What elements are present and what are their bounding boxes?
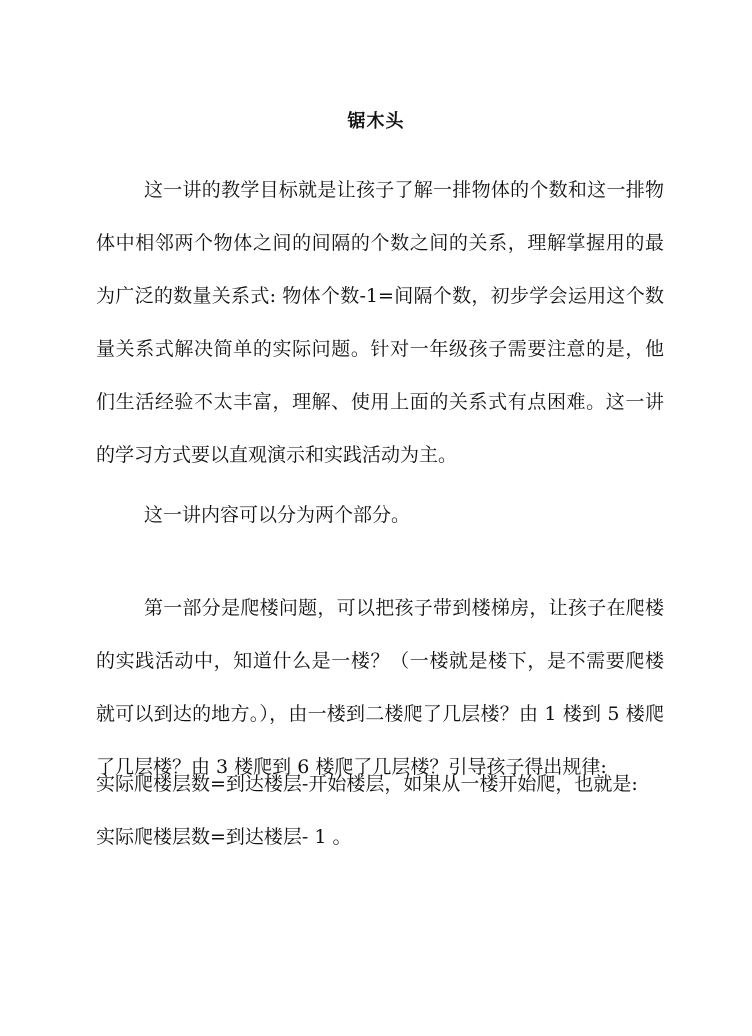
formula-line-general: 实际爬楼层数=到达楼层-开始楼层，如果从一楼开始爬，也就是: xyxy=(96,773,638,795)
formula-line-from-first-floor: 实际爬楼层数=到达楼层- 1 。 xyxy=(96,826,352,848)
paragraph-teaching-goal: 这一讲的教学目标就是让孩子了解一排物体的个数和这一排物体中相邻两个物体之间的间隔的个数之间的关系，理解掌握用的最为广泛的数量关系式: 物体个数-1=间隔个数，初步学会运用这个数量关系式解决简单的实际问题。针对一年级孩子需要注意的是，他们生活经验不太丰富，理解、使用上面的关系式有点困难。这一讲的学习方式要以直观演示和实践活动为主。 xyxy=(96,179,664,466)
document-title: 锯木头 xyxy=(347,111,405,132)
paragraph-content-parts: 这一讲内容可以分为两个部分。 xyxy=(144,504,411,526)
paragraph-stair-climbing: 第一部分是爬楼问题，可以把孩子带到楼梯房，让孩子在爬楼的实践活动中，知道什么是一楼？（一楼就是楼下，是不需要爬楼就可以到达的地方。），由一楼到二楼爬了几层楼？由 1 楼到 5 楼爬了几层楼？由 3 楼爬到 6 楼爬了几层楼？引导孩子得出规律: xyxy=(96,597,664,778)
